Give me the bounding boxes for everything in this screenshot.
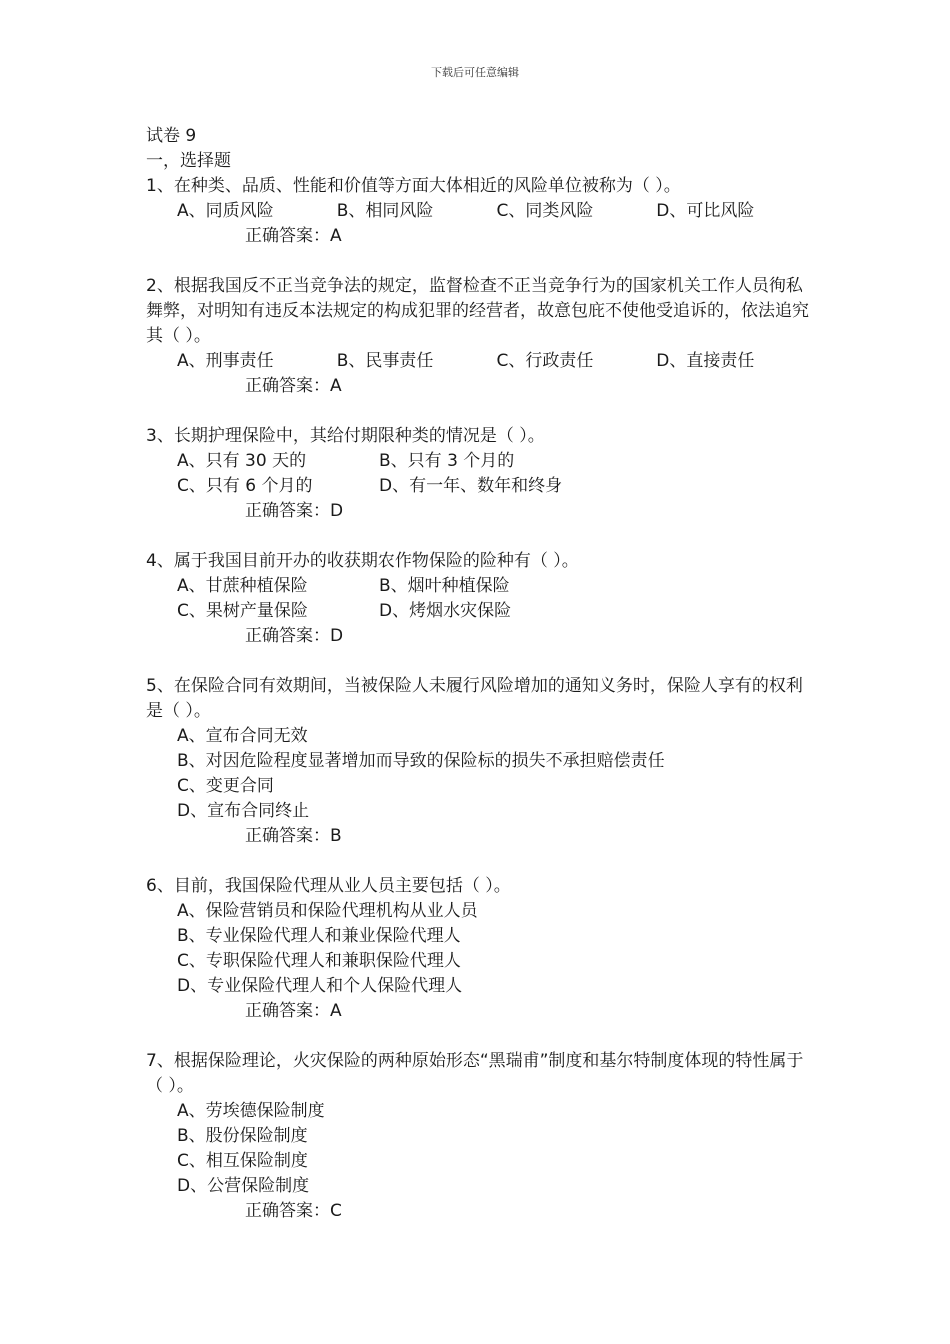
question-text: 6、目前，我国保险代理从业人员主要包括（ ）。 <box>146 876 511 896</box>
option-a: A、只有 30 天的 <box>177 451 307 471</box>
question-6 <box>146 874 816 1024</box>
question-text: 2、根据我国反不正当竞争法的规定，监督检查不正当竞争行为的国家机关工作人员徇私舞弊，对明知有违反本法规定的构成犯罪的经营者，故意包庇不使他受追诉的，依法追究其（ ）。 <box>146 276 809 346</box>
option-d: D、可比风险 <box>656 201 755 221</box>
section-title: 一，选择题 <box>146 151 231 171</box>
option-b: B、只有 3 个月的 <box>379 451 515 471</box>
option-d: D、烤烟水灾保险 <box>379 601 512 621</box>
options-row-2 <box>146 474 816 499</box>
question-text: 4、属于我国目前开办的收获期农作物保险的险种有（ ）。 <box>146 551 579 571</box>
option-c: C、同类风险 <box>496 201 594 221</box>
answer: 正确答案：D <box>245 626 344 646</box>
option-a: A、宣布合同无效 <box>177 726 308 746</box>
options-row-1 <box>146 449 816 474</box>
option-b: B、股份保险制度 <box>177 1126 308 1146</box>
option-d: D、有一年、数年和终身 <box>379 476 563 496</box>
question-1 <box>146 174 816 249</box>
options <box>146 349 816 374</box>
paper-title: 试卷 9 <box>146 126 197 146</box>
options <box>146 199 816 224</box>
option-a: A、刑事责任 <box>177 351 274 371</box>
option-c: C、变更合同 <box>177 776 274 796</box>
question-text: 3、长期护理保险中，其给付期限种类的情况是（ ）。 <box>146 426 545 446</box>
question-text: 5、在保险合同有效期间，当被保险人未履行风险增加的通知义务时，保险人享有的权利是（ ）。 <box>146 676 803 721</box>
question-text: 7、根据保险理论，火灾保险的两种原始形态“黑瑞甫”制度和基尔特制度体现的特性属于（ ）。 <box>146 1051 804 1096</box>
option-d: D、直接责任 <box>656 351 755 371</box>
question-3 <box>146 424 816 524</box>
option-d: D、公营保险制度 <box>177 1176 310 1196</box>
answer: 正确答案：A <box>245 376 342 396</box>
option-a: A、劳埃德保险制度 <box>177 1101 325 1121</box>
question-7 <box>146 1049 816 1224</box>
option-a: A、同质风险 <box>177 201 274 221</box>
option-c: C、专职保险代理人和兼职保险代理人 <box>177 951 461 971</box>
option-c: C、只有 6 个月的 <box>177 476 313 496</box>
options-row-2 <box>146 599 816 624</box>
question-text: 1、在种类、品质、性能和价值等方面大体相近的风险单位被称为（ ）。 <box>146 176 681 196</box>
option-b: B、民事责任 <box>336 351 434 371</box>
option-b: B、对因危险程度显著增加而导致的保险标的损失不承担赔偿责任 <box>177 751 665 771</box>
option-b: B、相同风险 <box>336 201 434 221</box>
answer: 正确答案：C <box>245 1201 342 1221</box>
option-c: C、相互保险制度 <box>177 1151 308 1171</box>
option-d: D、宣布合同终止 <box>177 801 310 821</box>
answer: 正确答案：B <box>245 826 342 846</box>
options-row-1 <box>146 574 816 599</box>
answer: 正确答案：A <box>245 226 342 246</box>
exam-paper <box>146 124 816 1249</box>
answer: 正确答案：A <box>245 1001 342 1021</box>
question-2 <box>146 274 816 399</box>
option-d: D、专业保险代理人和个人保险代理人 <box>177 976 463 996</box>
question-5 <box>146 674 816 849</box>
option-b: B、烟叶种植保险 <box>379 576 510 596</box>
question-4 <box>146 549 816 649</box>
option-c: C、果树产量保险 <box>177 601 308 621</box>
option-a: A、保险营销员和保险代理机构从业人员 <box>177 901 478 921</box>
option-c: C、行政责任 <box>496 351 594 371</box>
option-b: B、专业保险代理人和兼业保险代理人 <box>177 926 461 946</box>
answer: 正确答案：D <box>245 501 344 521</box>
header-note: 下载后可任意编辑 <box>431 66 519 79</box>
option-a: A、甘蔗种植保险 <box>177 576 308 596</box>
